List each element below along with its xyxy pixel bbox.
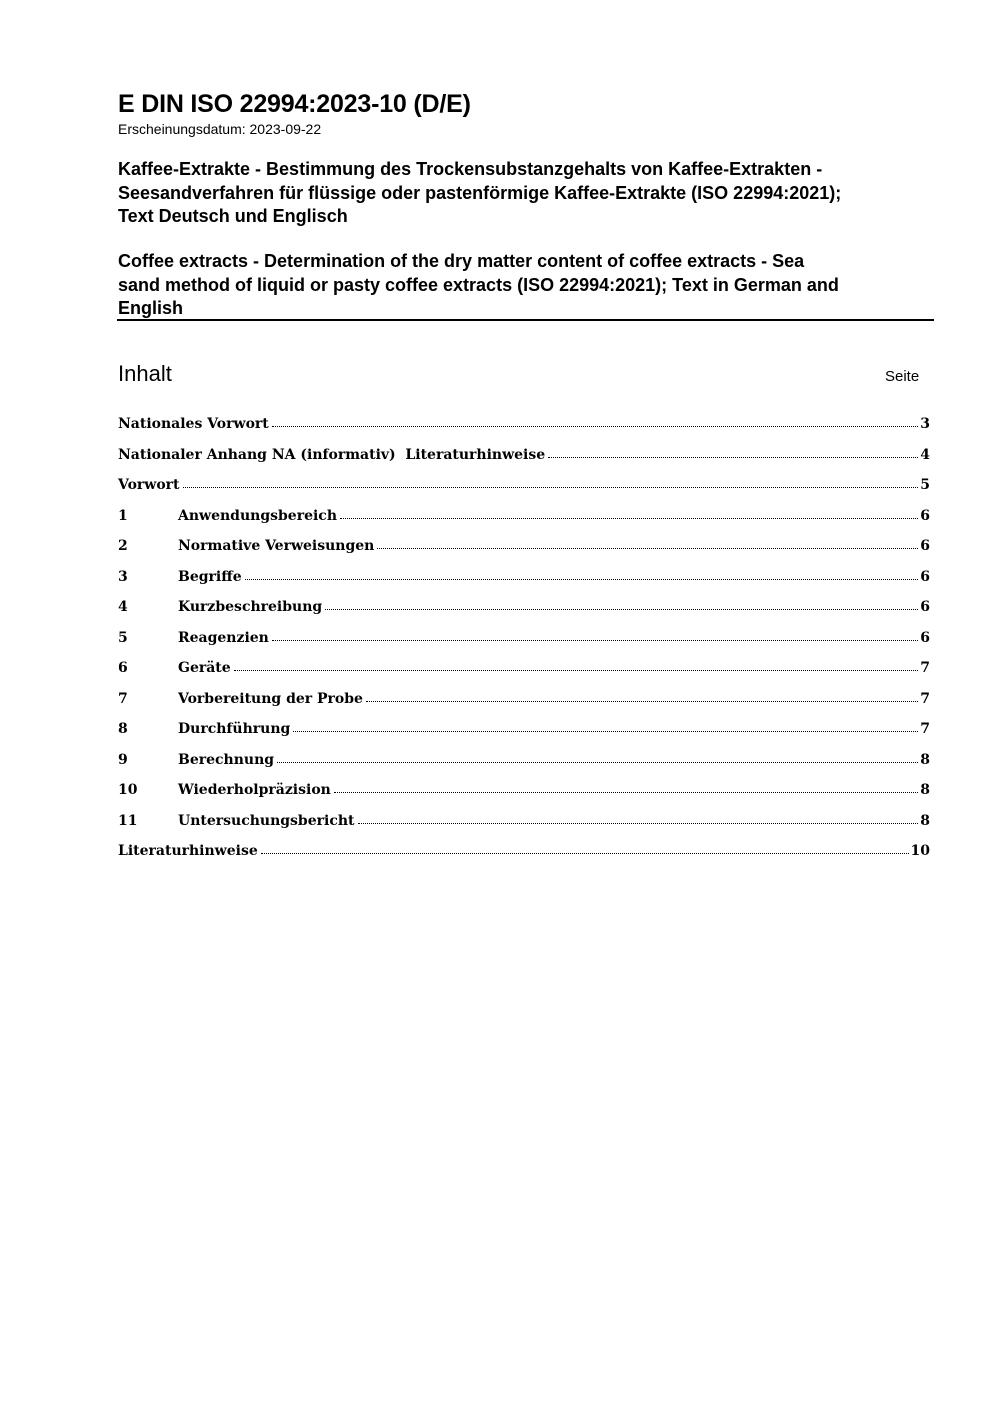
- toc-entry-page: 8: [920, 751, 930, 768]
- toc-entry-title: Vorwort: [118, 477, 180, 493]
- toc-entry-title: Kurzbeschreibung: [178, 599, 323, 615]
- title-english-line: Coffee extracts - Determination of the dry matter content of coffee extracts - Sea: [118, 251, 805, 271]
- toc-entry-title: Berechnung: [178, 751, 275, 768]
- toc-entry-title: Anwendungsbereich: [178, 507, 337, 524]
- toc-entry-number: 4: [118, 599, 128, 615]
- toc-entry-untersuchungsbericht[interactable]: [118, 811, 930, 842]
- toc-entry-page: 3: [920, 416, 930, 432]
- toc-entry-nationales-vorwort[interactable]: [118, 414, 930, 445]
- title-german: [118, 158, 933, 229]
- toc-entry-page: 7: [920, 660, 930, 676]
- toc-entry-begriffe[interactable]: [118, 567, 930, 598]
- toc-entry-geraete[interactable]: [118, 658, 930, 689]
- toc-dot-leader: [366, 689, 918, 702]
- toc-entry-number: 1: [118, 507, 128, 524]
- toc-entry-title: Vorbereitung der Probe: [178, 690, 363, 707]
- title-english-line: English: [118, 298, 184, 318]
- toc-entry-number: 11: [118, 812, 138, 829]
- toc-entry-title: Durchführung: [178, 721, 291, 737]
- toc-entry-title: Untersuchungsbericht: [178, 812, 355, 829]
- toc-entry-kurzbeschreibung[interactable]: [118, 597, 930, 628]
- header-divider: [117, 319, 934, 321]
- title-german-line: Seesandverfahren für flüssige oder pastenförmige Kaffee-Extrakte (ISO 22994:2021);: [118, 182, 842, 203]
- toc-entry-number: 8: [118, 721, 128, 737]
- toc-heading: Inhalt: [118, 361, 172, 386]
- toc-dot-leader: [325, 597, 918, 610]
- toc-entry-berechnung[interactable]: [118, 750, 930, 781]
- toc-entry-page: 4: [920, 446, 930, 463]
- toc-entry-page: 5: [920, 477, 930, 493]
- toc-dot-leader: [261, 841, 909, 854]
- toc-entry-normative-verweisungen[interactable]: [118, 536, 930, 567]
- toc-entry-page: 6: [920, 538, 930, 554]
- toc-page-column-label: Seite: [885, 368, 920, 385]
- title-german-line: Kaffee-Extrakte - Bestimmung des Trockensubstanzgehalts von Kaffee-Extrakten -: [118, 159, 823, 179]
- toc-entry-number: 6: [118, 660, 128, 676]
- toc-entry-durchfuehrung[interactable]: [118, 719, 930, 750]
- table-of-contents: [118, 414, 930, 872]
- toc-dot-leader: [548, 445, 918, 458]
- title-english: [118, 250, 933, 321]
- toc-entry-number: 7: [118, 690, 128, 707]
- publication-date: Erscheinungsdatum: 2023-09-22: [118, 121, 322, 137]
- toc-entry-nationaler-anhang[interactable]: [118, 445, 930, 476]
- toc-entry-title: Literaturhinweise: [118, 843, 258, 859]
- toc-entry-number: 10: [118, 782, 138, 798]
- toc-entry-vorbereitung-der-probe[interactable]: [118, 689, 930, 720]
- toc-entry-page: 7: [920, 690, 930, 707]
- toc-entry-title: Reagenzien: [178, 629, 269, 646]
- toc-entry-title: Wiederholpräzision: [178, 782, 331, 798]
- toc-dot-leader: [245, 567, 919, 580]
- toc-entry-page: 8: [920, 782, 930, 798]
- toc-dot-leader: [234, 658, 919, 671]
- toc-dot-leader: [183, 475, 919, 488]
- toc-entry-wiederholpraezision[interactable]: [118, 780, 930, 811]
- toc-dot-leader: [340, 506, 918, 519]
- toc-entry-page: 6: [920, 568, 930, 585]
- toc-dot-leader: [377, 536, 918, 549]
- toc-entry-title: Geräte: [178, 660, 231, 676]
- toc-entry-title: Normative Verweisungen: [178, 538, 375, 554]
- toc-entry-reagenzien[interactable]: [118, 628, 930, 659]
- toc-entry-title: Nationaler Anhang NA (informativ) Literaturhinweise: [118, 446, 546, 463]
- document-id: E DIN ISO 22994:2023-10 (D/E): [118, 90, 471, 118]
- toc-dot-leader: [293, 719, 918, 732]
- toc-entry-vorwort[interactable]: [118, 475, 930, 506]
- toc-entry-page: 7: [920, 721, 930, 737]
- toc-entry-anwendungsbereich[interactable]: [118, 506, 930, 537]
- toc-entry-number: 2: [118, 538, 128, 554]
- toc-dot-leader: [272, 628, 918, 641]
- toc-dot-leader: [272, 414, 919, 427]
- toc-entry-number: 9: [118, 751, 128, 768]
- toc-entry-literaturhinweise[interactable]: [118, 841, 930, 872]
- title-english-line: sand method of liquid or pasty coffee extracts (ISO 22994:2021); Text in German and: [118, 274, 839, 295]
- toc-entry-page: 6: [920, 629, 930, 646]
- toc-entry-title: Nationales Vorwort: [118, 416, 269, 432]
- toc-entry-page: 8: [920, 812, 930, 829]
- toc-dot-leader: [334, 780, 918, 793]
- toc-entry-page: 10: [910, 843, 930, 859]
- toc-entry-title: Begriffe: [178, 568, 242, 585]
- toc-entry-page: 6: [920, 507, 930, 524]
- toc-dot-leader: [277, 750, 918, 763]
- toc-entry-page: 6: [920, 599, 930, 615]
- toc-dot-leader: [358, 811, 919, 824]
- toc-entry-number: 5: [118, 629, 128, 646]
- toc-entry-number: 3: [118, 568, 128, 585]
- title-german-line: Text Deutsch und Englisch: [118, 206, 348, 226]
